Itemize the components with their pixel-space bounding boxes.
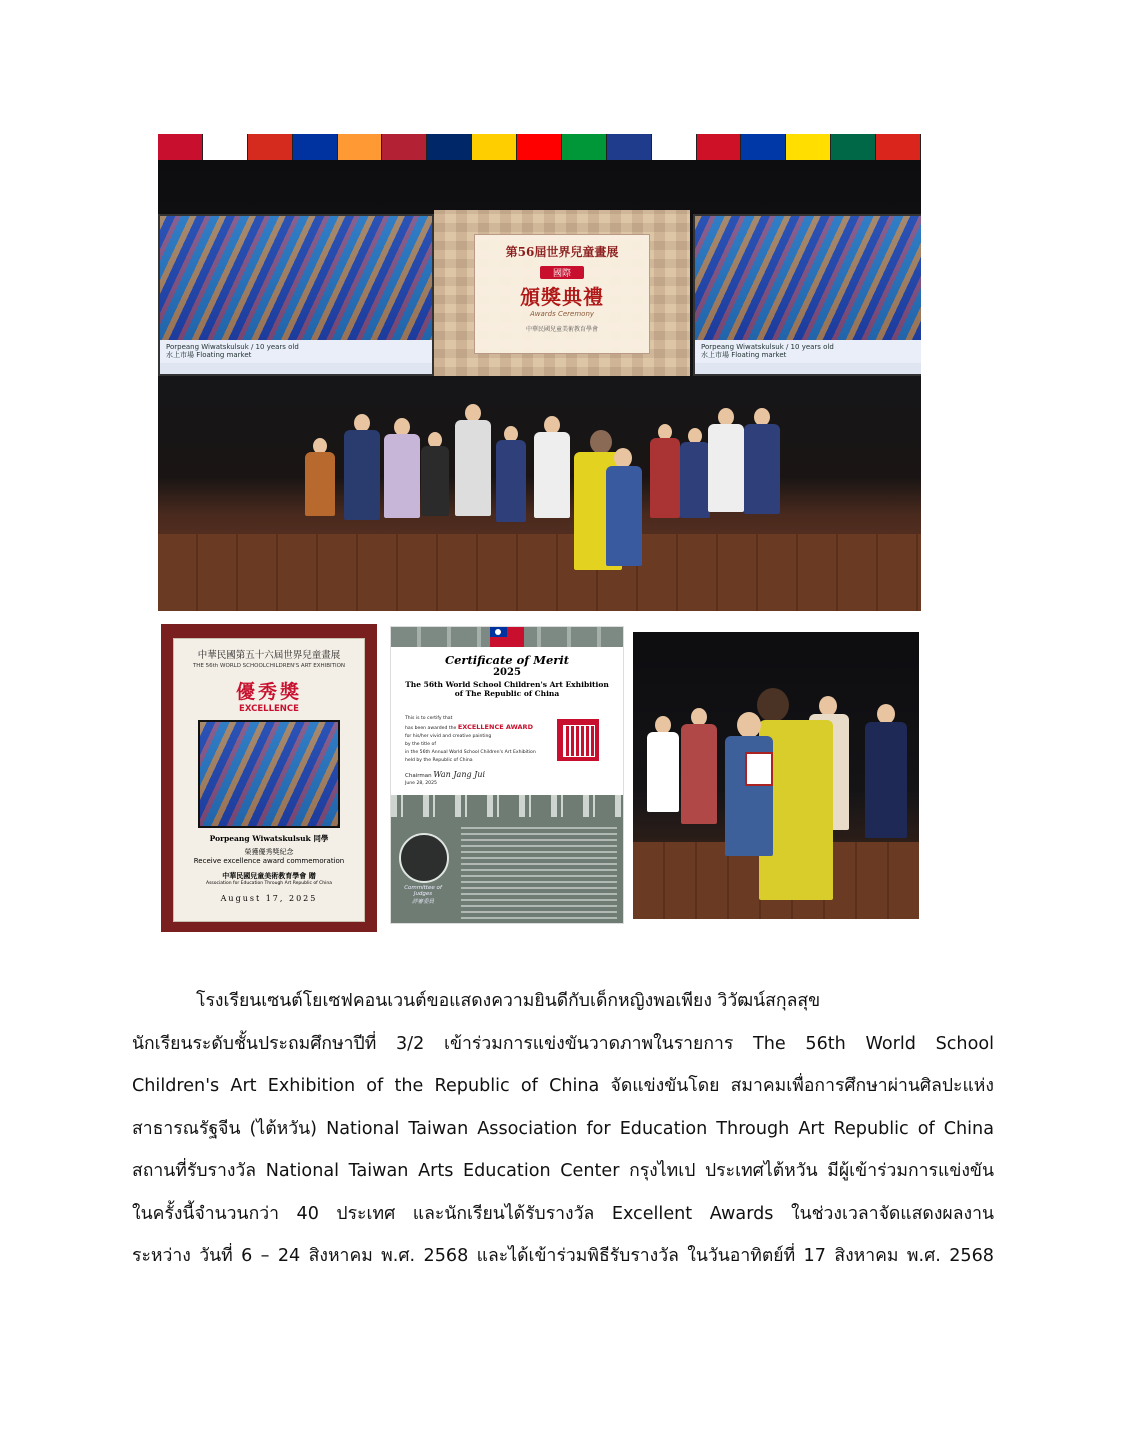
award-recipients-row (158, 404, 921, 604)
ceremony-title-en: Awards Ceremony (529, 310, 595, 318)
plaque-commemoration-en: Receive excellence award commemoration (193, 857, 345, 865)
floating-market-painting-right (695, 216, 921, 340)
left-projection-screen (158, 214, 434, 376)
certificate-of-merit (390, 626, 624, 924)
red-seal-stamp (557, 719, 599, 761)
paragraph-line-6: ในครั้งนี้จำนวนกว่า 40 ประเทศ และนักเรียนได้รับรางวัล Excellent Awards ในช่วงเวลาจัดแสดงผลงาน (132, 1203, 994, 1224)
right-screen-caption: Porpeang Wiwatskulsuk / 10 years old 水上市場 Floating market (695, 340, 921, 363)
plaque-cn-title: 中華民國第五十六屆世界兒童畫展 (197, 650, 341, 661)
taiwan-flag-icon (490, 627, 524, 647)
merit-top-band (391, 627, 623, 647)
paragraph-line-4: สาธารณรัฐจีน (ไต้หวัน) National Taiwan Association for Education Through Art Republic of China (132, 1118, 994, 1139)
flag-5 (338, 134, 383, 160)
floating-market-painting (160, 216, 432, 340)
plaque-date: August 17, 2025 (220, 894, 318, 903)
plaque-painting (198, 720, 340, 828)
right-projection-screen (693, 214, 921, 376)
flag-7 (427, 134, 472, 160)
student-with-presenter-photo (633, 632, 919, 919)
flag-14 (741, 134, 786, 160)
plaque-en-title: THE 56th WORLD SCHOOLCHILDREN'S ART EXHIBITION (192, 663, 346, 669)
emblem-icon (399, 833, 449, 883)
ceremony-organizer: 中華民國兒童美術教育學會 (525, 326, 598, 333)
flag-6 (382, 134, 427, 160)
plaque-award-en: EXCELLENCE (239, 704, 299, 714)
flag-2 (203, 134, 248, 160)
excellence-award-plaque (161, 624, 377, 932)
student-receiving-award (606, 466, 642, 566)
flag-4 (293, 134, 338, 160)
announcement-text (132, 980, 994, 1278)
award-ceremony-stage-photo (158, 134, 921, 611)
flag-3 (248, 134, 293, 160)
committee-of-judges-panel (391, 795, 623, 923)
center-projection-screen (434, 210, 690, 376)
plaque-issuer-cn: 中華民國兒童美術教育學會 贈 (222, 871, 316, 880)
flag-11 (607, 134, 652, 160)
international-badge: 國際 (540, 266, 584, 279)
ceremony-title: 頒獎典禮 (520, 285, 604, 309)
flag-10 (562, 134, 607, 160)
paragraph-line-7: ระหว่าง วันที่ 6 – 24 สิงหาคม พ.ศ. 2568 และได้เข้าร่วมพิธีรับรางวัล ในวันอาทิตย์ที่ 17 สิงหาคม พ.ศ. 2568 (132, 1246, 994, 1266)
merit-subtitle-1: The 56th World School Children's Art Exhibition (405, 680, 609, 689)
flag-9 (517, 134, 562, 160)
judges-name-list (461, 823, 617, 919)
flag-16 (831, 134, 876, 160)
plaque-award-cn: 優秀獎 (235, 681, 302, 703)
plaque-recipient: Porpeang Wiwatskulsuk 同學 (209, 834, 329, 843)
merit-body: This is to certify that has been awarded the EXCELLENCE AWARD for his/her vivid and creative painting by the title of in the 56th Annual World School Children's Art Exhibition held by the Republic of China Chairman Wan Jang Jui June 28, 2025 (405, 716, 536, 786)
plaque-issuer-en: Association for Education Through Art Republic of China (205, 881, 332, 886)
flag-13 (697, 134, 742, 160)
merit-title: Certificate of Merit (444, 653, 570, 667)
flag-8 (472, 134, 517, 160)
exhibition-edition: 第56屆世界兒童畫展 (505, 245, 619, 259)
committee-label: Committee of Judges (404, 885, 442, 897)
left-screen-caption: Porpeang Wiwatskulsuk / 10 years old 水上市場 Floating market (160, 340, 432, 363)
award-plaque-held (745, 752, 773, 786)
ceremony-title-panel (474, 234, 650, 354)
paragraph-line-3: Children's Art Exhibition of the Republic of China จัดแข่งขันโดย สมาคมเพื่อการศึกษาผ่านศิลปะแห่ง (132, 1076, 994, 1096)
merit-subtitle-2: of The Republic of China (454, 689, 560, 698)
merit-year: 2025 (493, 667, 521, 678)
flag-15 (786, 134, 831, 160)
flag-12 (652, 134, 697, 160)
paragraph-line-2: นักเรียนระดับชั้นประถมศึกษาปีที่ 3/2 เข้าร่วมการแข่งขันวาดภาพในรายการ The 56th World School (132, 1033, 994, 1054)
presenter-head (757, 688, 789, 722)
international-flags-banner (158, 134, 921, 160)
flag-1 (158, 134, 203, 160)
plaque-commemoration-cn: 榮獲優秀獎紀念 (244, 848, 294, 856)
flag-17 (876, 134, 921, 160)
paragraph-line-5: สถานที่รับรางวัล National Taiwan Arts Education Center กรุงไทเป ประเทศไต้หวัน มีผู้เข้าร่วมการแข่งขัน (132, 1161, 994, 1181)
paragraph-line-1: โรงเรียนเซนต์โยเซฟคอนเวนต์ขอแสดงความยินดีกับเด็กหญิงพอเพียง วิวัฒน์สกุลสุข (196, 991, 821, 1011)
committee-label-cn: 評審委員 (411, 899, 434, 905)
